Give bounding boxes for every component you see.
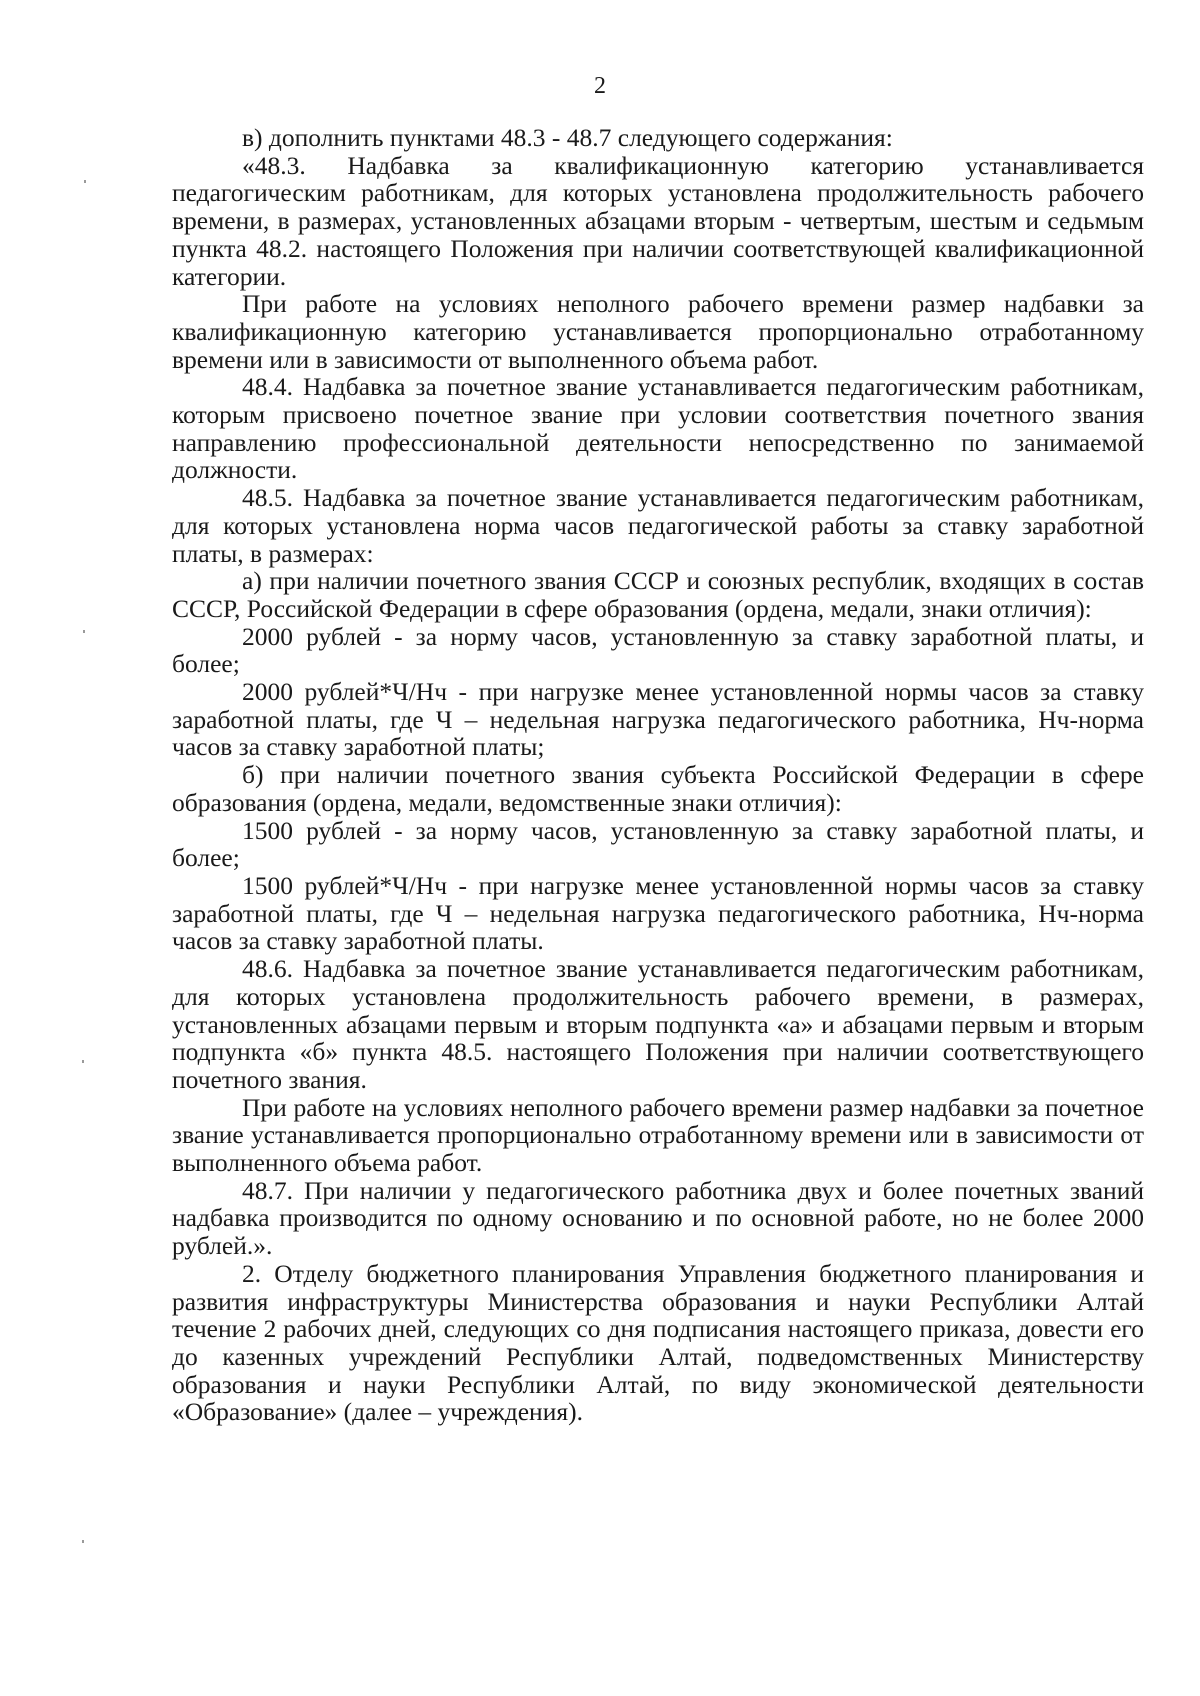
document-body (172, 124, 1144, 1426)
scan-mark (82, 1060, 84, 1063)
paragraph-48-5-b-full: 1500 рублей - за норму часов, установленную за ставку заработной платы, и более; (172, 815, 1144, 873)
paragraph-48-6-part-time: При работе на условиях неполного рабочего времени размер надбавки за почетное звание устанавливается пропорционально отработанному времени или в зависимости от выполненного объема работ. (172, 1092, 1144, 1178)
paragraph-48-3: «48.3. Надбавка за квалификационную категорию устанавливается педагогическим работникам, для которых установлена продолжительность рабочего времени, в размерах, установленных абзацами вторым - четвертым, шестым и седьмым пункта 48.2. настоящего Положения при наличии соответствующей квалификационной категории. (172, 150, 1144, 291)
paragraph-48-3-part-time: При работе на условиях неполного рабочего времени размер надбавки за квалификационную категорию устанавливается пропорционально отработанному времени или в зависимости от выполненного объема работ. (172, 289, 1144, 374)
scan-mark (83, 630, 85, 633)
paragraph-48-4: 48.4. Надбавка за почетное звание устанавливается педагогическим работникам, которым присвоено почетное звание при условии соответствия почетного звания направлению профессиональной деятельности непосредственно по занимаемой должности. (172, 372, 1144, 485)
paragraph-item-2: 2. Отделу бюджетного планирования Управления бюджетного планирования и развития инфраструктуры Министерства образования и науки Республики Алтай течение 2 рабочих дней, следующих со дня подписания настоящего приказа, довести его до казенных учреждений Республики Алтай, подведомственных Министерству образования и науки Республики Алтай, по виду экономической деятельности «Образование» (далее – учреждения). (172, 1258, 1144, 1427)
scan-mark (84, 180, 86, 183)
paragraph-48-5-b: б) при наличии почетного звания субъекта Российской Федерации в сфере образования (ордена, медали, ведомственные знаки отличия): (172, 760, 1144, 817)
paragraph-48-5: 48.5. Надбавка за почетное звание устанавливается педагогическим работникам, для которых установлена норма часов педагогической работы за ставку заработной платы, в размерах: (172, 483, 1144, 568)
paragraph-48-5-a: а) при наличии почетного звания СССР и союзных республик, входящих в состав СССР, Российской Федерации в сфере образования (ордена, медали, знаки отличия): (172, 566, 1144, 623)
paragraph-48-6: 48.6. Надбавка за почетное звание устанавливается педагогическим работникам, для которых установлена продолжительность рабочего времени, в размерах, установленных абзацами первым и вторым подпункта «а» и абзацами первым и вторым подпункта «б» пункта 48.5. настоящего Положения при наличии соответствующего почетного звания. (172, 954, 1144, 1094)
page-number: 2 (594, 73, 606, 99)
paragraph-48-7: 48.7. При наличии у педагогического работника двух и более почетных званий надбавка производится по одному основанию и по основной работе, но не более 2000 рублей.». (172, 1175, 1144, 1261)
scan-mark (82, 1540, 84, 1543)
paragraph-intro: в) дополнить пунктами 48.3 - 48.7 следующего содержания: (242, 123, 893, 152)
paragraph-48-5-a-full: 2000 рублей - за норму часов, установленную за ставку заработной платы, и более; (172, 621, 1144, 679)
paragraph-48-5-a-partial: 2000 рублей*Ч/Нч - при нагрузке менее установленной нормы часов за ставку заработной платы, где Ч – недельная нагрузка педагогического работника, Нч-норма часов за ставку заработной платы; (172, 677, 1144, 762)
paragraph-48-5-b-partial: 1500 рублей*Ч/Нч - при нагрузке менее установленной нормы часов за ставку заработной платы, где Ч – недельная нагрузка педагогического работника, Нч-норма часов за ставку заработной платы. (172, 870, 1144, 956)
